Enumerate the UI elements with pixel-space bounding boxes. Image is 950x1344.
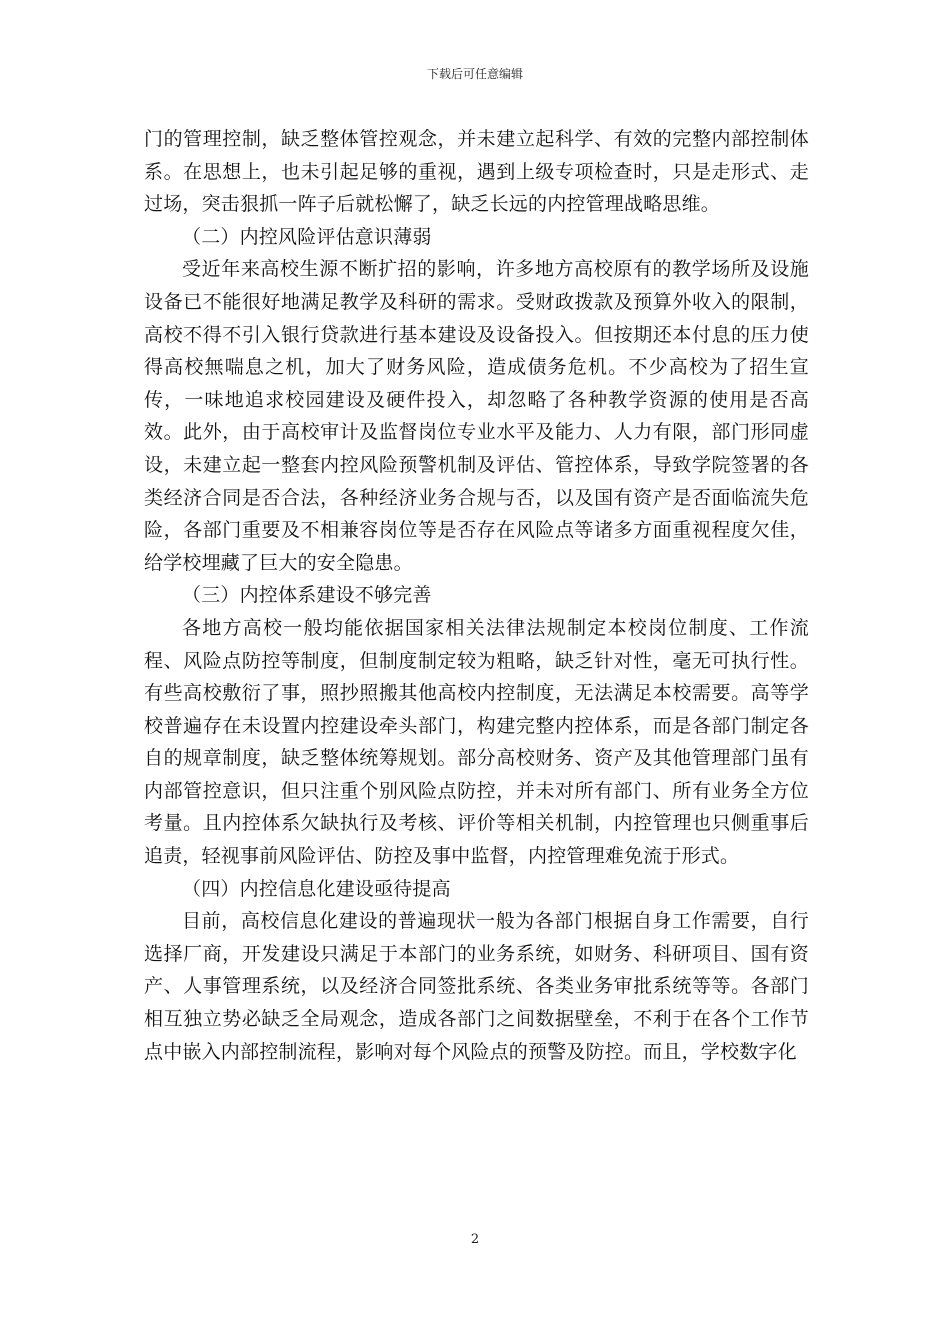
section-paragraph-3: 各地方高校一般均能依据国家相关法律法规制定本校岗位制度、工作流程、风险点防控等制度，但制度制定较为粗略，缺乏针对性，毫无可执行性。有些高校敷衍了事，照抄照搬其他高校内控制度，无法满足本校需要。高等学校普遍存在未设置内控建设牵头部门，构建完整内控体系，而是各部门制定各自的规章制度，缺乏整体统筹规划。部分高校财务、资产及其他管理部门虽有内部管控意识，但只注重个别风险点防控，并未对所有部门、所有业务全方位考量。且内控体系欠缺执行及考核、评价等相关机制，内控管理也只侧重事后追责，轻视事前风险评估、防控及事中监督，内控管理难免流于形式。 [144, 616, 809, 868]
document-body [144, 123, 809, 1068]
intro-paragraph: 门的管理控制，缺乏整体管控观念，并未建立起科学、有效的完整内部控制体系。在思想上，也未引起足够的重视，遇到上级专项检查时，只是走形式、走过场，突击狠抓一阵子后就松懈了，缺乏长远的内控管理战略思维。 [144, 128, 809, 216]
section-paragraph-2: 受近年来高校生源不断扩招的影响，许多地方高校原有的教学场所及设施设备已不能很好地满足教学及科研的需求。受财政拨款及预算外收入的限制，高校不得不引入银行贷款进行基本建设及设备投入。但按期还本付息的压力使得高校無喘息之机，加大了财务风险，造成债务危机。不少高校为了招生宣传，一味地追求校园建设及硬件投入，却忽略了各种教学资源的使用是否高效。此外，由于高校审计及监督岗位专业水平及能力、人力有限，部门形同虚设，未建立起一整套内控风险预警机制及评估、管控体系，导致学院签署的各类经济合同是否合法，各种经济业务合规与否，以及国有资产是否面临流失危险，各部门重要及不相兼容岗位等是否存在风险点等诸多方面重视程度欠佳，给学校埋藏了巨大的安全隐患。 [144, 258, 809, 574]
section-heading-2: （二）内控风险评估意识薄弱 [182, 225, 432, 248]
section-paragraph-4: 目前，高校信息化建设的普遍现状一般为各部门根据自身工作需要，自行选择厂商，开发建设只满足于本部门的业务系统，如财务、科研项目、国有资产、人事管理系统，以及经济合同签批系统、各类业务审批系统等等。各部门相互独立势必缺乏全局观念，造成各部门之间数据壁垒，不利于在各个工作节点中嵌入内部控制流程，影响对每个风险点的预警及防控。而且，学校数字化 [144, 910, 809, 1063]
page-header: 下载后可任意编辑 [426, 67, 523, 81]
section-heading-4: （四）内控信息化建设亟待提高 [182, 877, 451, 900]
page-number: 2 [470, 1232, 480, 1247]
section-heading-3: （三）内控体系建设不够完善 [182, 584, 432, 607]
